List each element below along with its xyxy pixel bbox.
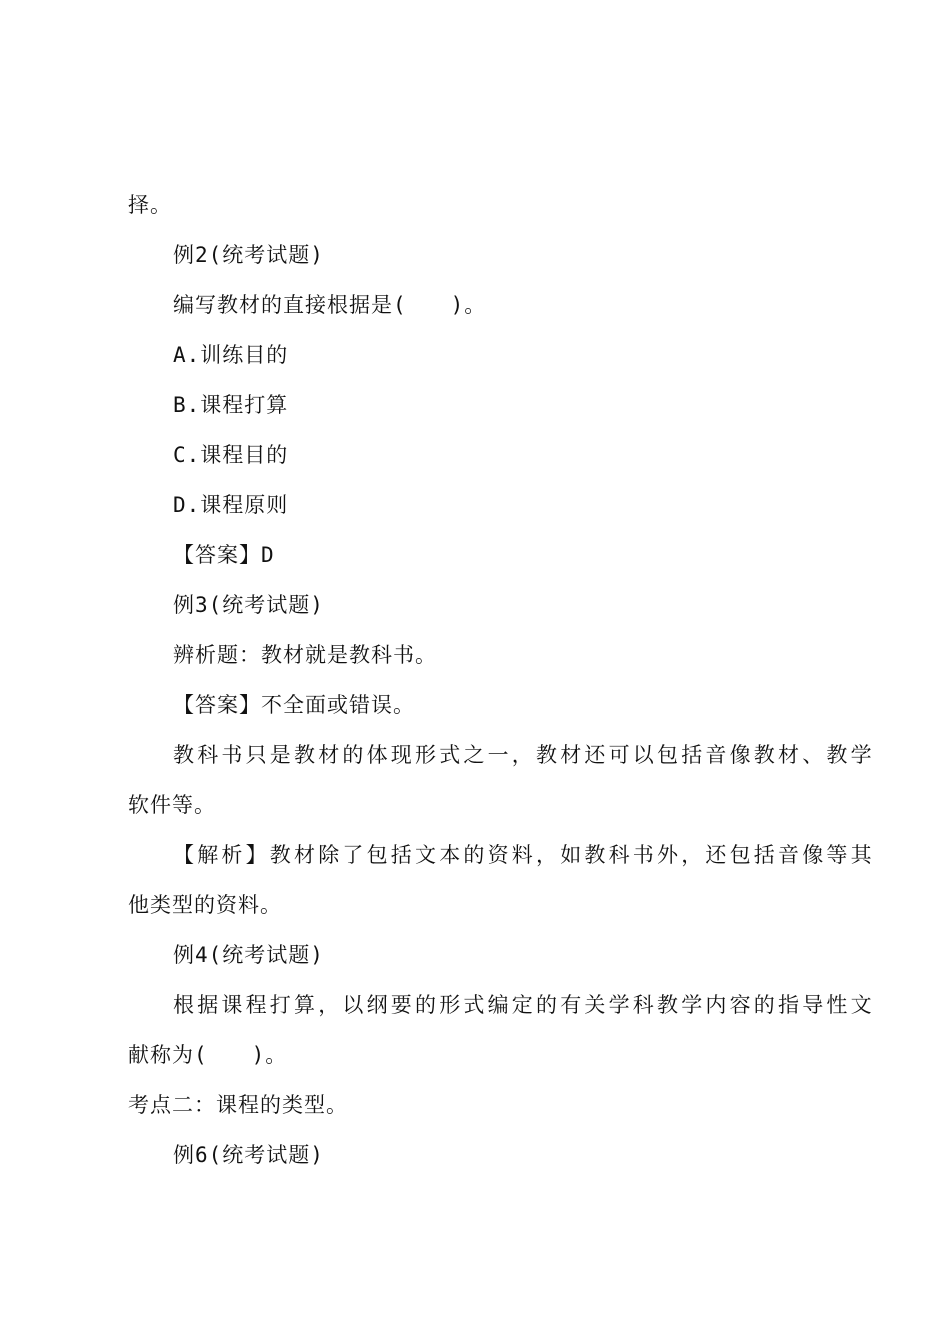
explanation-paragraph-line: 软件等。 — [128, 793, 216, 817]
answer-line: 【答案】D — [173, 543, 275, 567]
analysis-paragraph-line: 他类型的资料。 — [128, 893, 282, 917]
example-3-heading: 例3(统考试题) — [173, 593, 324, 617]
example-4-heading: 例4(统考试题) — [173, 943, 324, 967]
example-2-heading: 例2(统考试题) — [173, 243, 324, 267]
explanation-paragraph-line: 教科书只是教材的体现形式之一，教材还可以包括音像教材、教学 — [173, 743, 875, 767]
option-b: B.课程打算 — [173, 393, 289, 417]
answer-line: 【答案】不全面或错误。 — [173, 693, 415, 717]
question-paragraph-line: 根据课程打算，以纲要的形式编定的有关学科教学内容的指导性文 — [173, 993, 875, 1017]
discussion-question: 辨析题：教材就是教科书。 — [173, 643, 437, 667]
question-paragraph-line: 献称为( )。 — [128, 1043, 288, 1067]
example-6-heading: 例6(统考试题) — [173, 1143, 324, 1167]
analysis-paragraph-line: 【解析】教材除了包括文本的资料，如教科书外，还包括音像等其 — [173, 843, 875, 867]
option-c: C.课程目的 — [173, 443, 289, 467]
option-d: D.课程原则 — [173, 493, 289, 517]
text-line-continuation: 择。 — [128, 193, 172, 217]
option-a: A.训练目的 — [173, 343, 289, 367]
section-heading: 考点二：课程的类型。 — [128, 1093, 348, 1117]
question-text: 编写教材的直接根据是( )。 — [173, 293, 487, 317]
